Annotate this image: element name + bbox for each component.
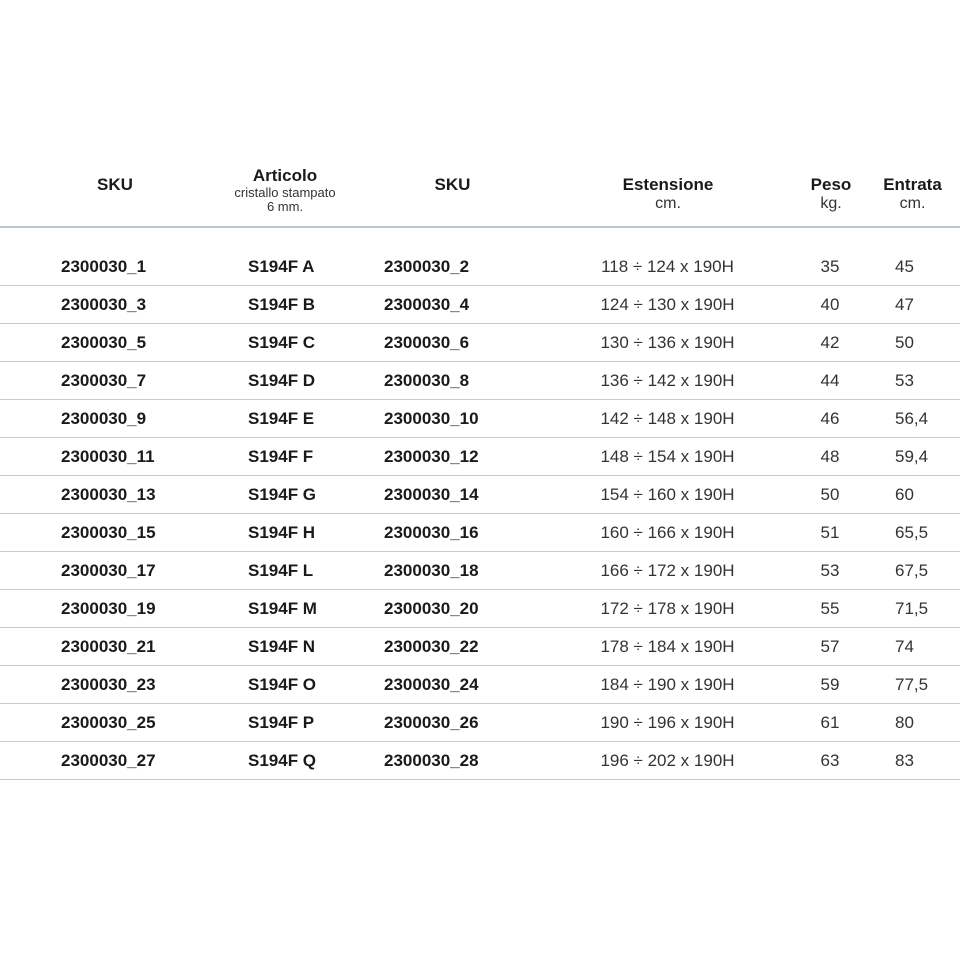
sku-cell: 2300030_15	[61, 523, 156, 542]
header-sku-2	[400, 175, 505, 195]
header-entrata-label: Entrata	[883, 175, 942, 194]
sku-cell: 2300030_7	[61, 371, 147, 390]
table-row	[0, 742, 960, 780]
sku-cell: 2300030_25	[61, 713, 156, 732]
entrata-cell: 74	[895, 637, 914, 656]
header-articolo-label: Articolo	[252, 166, 318, 185]
articolo-cell: S194F E	[248, 409, 315, 428]
articolo-cell: S194F F	[248, 447, 314, 466]
table-row	[0, 514, 960, 552]
table-body	[0, 248, 960, 780]
peso-cell: 55	[820, 599, 840, 618]
header-peso-label: Peso	[810, 175, 852, 194]
articolo-cell: S194F L	[248, 561, 314, 580]
table-header	[0, 160, 960, 228]
header-estensione	[588, 175, 748, 213]
peso-cell: 57	[820, 637, 840, 656]
articolo-cell: S194F A	[248, 257, 315, 276]
peso-cell: 44	[820, 371, 840, 390]
sku-2-cell: 2300030_4	[384, 295, 470, 314]
table-row	[0, 362, 960, 400]
articolo-cell: S194F B	[248, 295, 316, 314]
sku-2-cell: 2300030_8	[384, 371, 470, 390]
sku-2-cell: 2300030_18	[384, 561, 479, 580]
estensione-cell: 118 ÷ 124 x 190H	[601, 257, 734, 276]
table-row	[0, 324, 960, 362]
sku-2-cell: 2300030_20	[384, 599, 479, 618]
sku-cell: 2300030_5	[61, 333, 147, 352]
table-row	[0, 704, 960, 742]
table-row	[0, 666, 960, 704]
estensione-cell: 172 ÷ 178 x 190H	[600, 599, 735, 618]
table-row	[0, 590, 960, 628]
estensione-cell: 196 ÷ 202 x 190H	[600, 751, 735, 770]
peso-cell: 63	[820, 751, 840, 770]
table-row	[0, 438, 960, 476]
articolo-cell: S194F G	[248, 485, 317, 504]
header-estensione-unit: cm.	[655, 194, 681, 212]
estensione-cell: 130 ÷ 136 x 190H	[600, 333, 735, 352]
articolo-cell: S194F Q	[248, 751, 317, 770]
table-row	[0, 476, 960, 514]
header-entrata-unit: cm.	[899, 194, 926, 212]
peso-cell: 50	[820, 485, 840, 504]
estensione-cell: 166 ÷ 172 x 190H	[600, 561, 735, 580]
entrata-cell: 60	[895, 485, 914, 504]
sku-cell: 2300030_19	[61, 599, 156, 618]
entrata-cell: 65,5	[895, 523, 929, 542]
peso-cell: 61	[820, 713, 840, 732]
table-row	[0, 628, 960, 666]
estensione-cell: 190 ÷ 196 x 190H	[600, 713, 735, 732]
header-articolo-subtitle: cristallo stampato	[234, 184, 336, 200]
table-row	[0, 248, 960, 286]
entrata-cell: 45	[895, 257, 914, 276]
peso-cell: 35	[820, 257, 840, 276]
entrata-cell: 67,5	[895, 561, 929, 580]
header-estensione-label: Estensione	[622, 175, 714, 194]
sku-cell: 2300030_21	[61, 637, 156, 656]
sku-cell: 2300030_1	[61, 257, 147, 276]
estensione-cell: 124 ÷ 130 x 190H	[600, 295, 735, 314]
articolo-cell: S194F H	[248, 523, 316, 542]
sku-cell: 2300030_11	[61, 447, 155, 466]
sku-2-cell: 2300030_22	[384, 637, 479, 656]
articolo-cell: S194F M	[248, 599, 317, 618]
entrata-cell: 53	[895, 371, 914, 390]
header-articolo-thickness: 6 mm.	[266, 199, 304, 215]
peso-cell: 51	[820, 523, 840, 542]
header-sku-2-label: SKU	[434, 175, 471, 194]
entrata-cell: 80	[895, 713, 914, 732]
header-articolo	[205, 166, 365, 215]
estensione-cell: 148 ÷ 154 x 190H	[600, 447, 735, 466]
entrata-cell: 47	[895, 295, 914, 314]
sku-cell: 2300030_23	[61, 675, 156, 694]
header-sku-label: SKU	[97, 175, 133, 194]
sku-cell: 2300030_17	[61, 561, 156, 580]
entrata-cell: 59,4	[895, 447, 929, 466]
sku-cell: 2300030_3	[61, 295, 147, 314]
articolo-cell: S194F D	[248, 371, 316, 390]
sku-cell: 2300030_9	[61, 409, 147, 428]
header-peso	[800, 175, 862, 213]
estensione-cell: 142 ÷ 148 x 190H	[600, 409, 735, 428]
sku-2-cell: 2300030_12	[384, 447, 479, 466]
sku-2-cell: 2300030_2	[384, 257, 470, 276]
entrata-cell: 83	[895, 751, 914, 770]
articolo-cell: S194F C	[248, 333, 316, 352]
estensione-cell: 184 ÷ 190 x 190H	[600, 675, 735, 694]
sku-2-cell: 2300030_16	[384, 523, 479, 542]
entrata-cell: 77,5	[895, 675, 929, 694]
header-peso-unit: kg.	[820, 194, 842, 212]
entrata-cell: 56,4	[895, 409, 929, 428]
entrata-cell: 50	[895, 333, 914, 352]
estensione-cell: 160 ÷ 166 x 190H	[600, 523, 735, 542]
peso-cell: 46	[820, 409, 840, 428]
peso-cell: 40	[820, 295, 840, 314]
product-table	[0, 160, 960, 770]
sku-2-cell: 2300030_10	[384, 409, 479, 428]
sku-2-cell: 2300030_26	[384, 713, 479, 732]
sku-2-cell: 2300030_24	[384, 675, 479, 694]
header-sku	[60, 175, 170, 195]
table-row	[0, 552, 960, 590]
table-row	[0, 286, 960, 324]
header-entrata	[875, 175, 950, 213]
table-row	[0, 400, 960, 438]
peso-cell: 48	[820, 447, 840, 466]
entrata-cell: 71,5	[895, 599, 929, 618]
estensione-cell: 136 ÷ 142 x 190H	[600, 371, 735, 390]
sku-cell: 2300030_13	[61, 485, 156, 504]
articolo-cell: S194F N	[248, 637, 316, 656]
estensione-cell: 178 ÷ 184 x 190H	[600, 637, 735, 656]
peso-cell: 42	[820, 333, 840, 352]
estensione-cell: 154 ÷ 160 x 190H	[600, 485, 735, 504]
articolo-cell: S194F O	[248, 675, 317, 694]
peso-cell: 53	[820, 561, 840, 580]
peso-cell: 59	[820, 675, 840, 694]
sku-cell: 2300030_27	[61, 751, 156, 770]
sku-2-cell: 2300030_14	[384, 485, 479, 504]
sku-2-cell: 2300030_6	[384, 333, 470, 352]
articolo-cell: S194F P	[248, 713, 315, 732]
sku-2-cell: 2300030_28	[384, 751, 479, 770]
